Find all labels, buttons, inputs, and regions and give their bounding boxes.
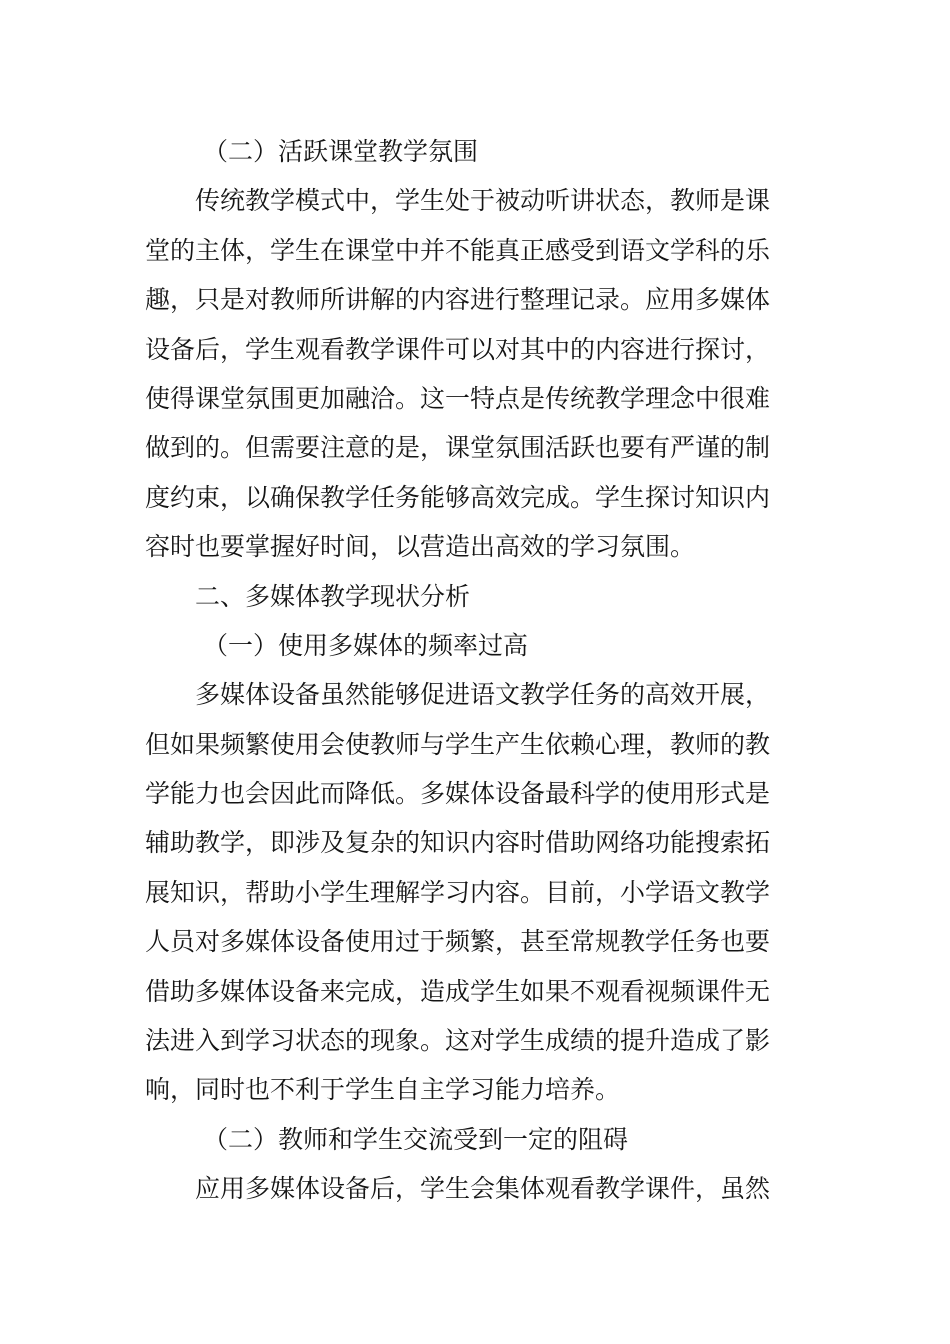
paragraph-line: 人员对多媒体设备使用过于频繁，甚至常规教学任务也要 bbox=[145, 927, 771, 957]
paragraph-line: 度约束，以确保教学任务能够高效完成。学生探讨知识内 bbox=[145, 482, 771, 512]
paragraph-line: 使得课堂氛围更加融洽。这一特点是传统教学理念中很难 bbox=[145, 383, 771, 413]
document-body bbox=[145, 127, 785, 1214]
paragraph-line: 展知识，帮助小学生理解学习内容。目前，小学语文教学 bbox=[145, 877, 771, 907]
subsection-heading: （二）教师和学生交流受到一定的阻碍 bbox=[203, 1124, 629, 1154]
paragraph-line: 趣，只是对教师所讲解的内容进行整理记录。应用多媒体 bbox=[145, 285, 771, 315]
paragraph-line: 传统教学模式中，学生处于被动听讲状态，教师是课 bbox=[195, 186, 771, 216]
paragraph-line: 设备后，学生观看教学课件可以对其中的内容进行探讨， bbox=[145, 334, 771, 364]
paragraph-line: 辅助教学，即涉及复杂的知识内容时借助网络功能搜索拓 bbox=[145, 828, 771, 858]
paragraph-line: 做到的。但需要注意的是，课堂氛围活跃也要有严谨的制 bbox=[145, 433, 771, 463]
paragraph-line: 响，同时也不利于学生自主学习能力培养。 bbox=[145, 1075, 621, 1105]
subsection-heading: （一）使用多媒体的频率过高 bbox=[203, 630, 529, 660]
paragraph-line: 法进入到学习状态的现象。这对学生成绩的提升造成了影 bbox=[145, 1026, 771, 1056]
section-heading: 二、多媒体教学现状分析 bbox=[195, 581, 471, 611]
paragraph-line: 借助多媒体设备来完成，造成学生如果不观看视频课件无 bbox=[145, 976, 771, 1006]
section-heading: （二）活跃课堂教学氛围 bbox=[203, 137, 479, 166]
paragraph-line: 容时也要掌握好时间，以营造出高效的学习氛围。 bbox=[145, 532, 696, 562]
paragraph-line: 应用多媒体设备后，学生会集体观看教学课件，虽然 bbox=[195, 1174, 771, 1204]
paragraph-line: 多媒体设备虽然能够促进语文教学任务的高效开展， bbox=[195, 680, 771, 710]
paragraph-line: 学能力也会因此而降低。多媒体设备最科学的使用形式是 bbox=[145, 779, 771, 809]
paragraph-line: 堂的主体，学生在课堂中并不能真正感受到语文学科的乐 bbox=[145, 235, 771, 265]
paragraph-line: 但如果频繁使用会使教师与学生产生依赖心理，教师的教 bbox=[145, 729, 771, 759]
